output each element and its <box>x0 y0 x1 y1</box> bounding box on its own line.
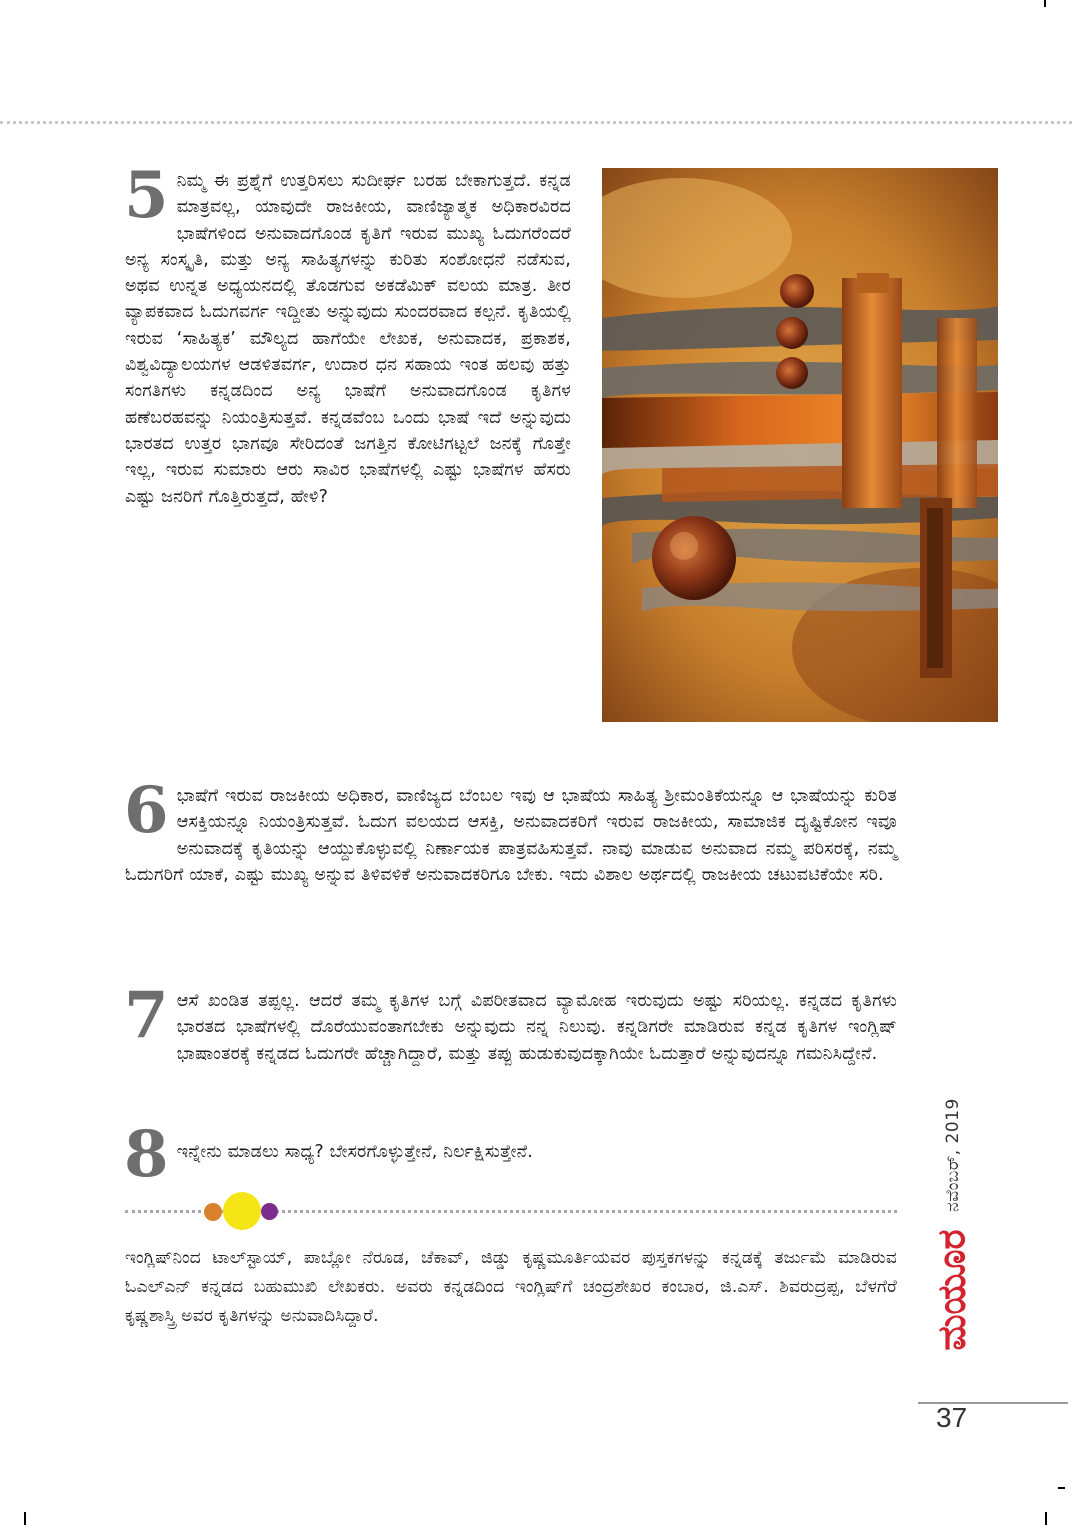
answer-8-number: 8 <box>124 1117 169 1192</box>
abstract-artwork-image <box>602 168 998 722</box>
answer-7 <box>124 978 897 1067</box>
author-bio: ಇಂಗ್ಲಿಷ್‌ನಿಂದ ಟಾಲ್‌ಸ್ಟಾಯ್, ಪಾಬ್ಲೋ ನೆರೂಡ, ಚೆಕಾವ್, ಜಿಡ್ಡು ಕೃಷ್ಣಮೂರ್ತಿಯವರ ಪುಸ್ತಕಗಳನ್ನು ಕನ್ನಡಕ್ಕೆ ತರ್ಜುಮೆ ಮಾಡಿರುವ ಓಎಲ್‌ಎನ್ ಕನ್ನಡದ ಬಹುಮುಖಿ ಲೇಖಕರು. ಅವರು ಕನ್ನಡದಿಂದ ಇಂಗ್ಲಿಷ್‌ಗೆ ಚಂದ್ರಶೇಖರ ಕಂಬಾರ, ಜಿ.ಎಸ್. ಶಿವರುದ್ರಪ್ಪ, ಬೆಳಗೆರೆ ಕೃಷ್ಣಶಾಸ್ತ್ರಿ ಅವರ ಕೃತಿಗಳನ್ನು ಅನುವಾದಿಸಿದ್ದಾರೆ. <box>125 1248 897 1326</box>
page-number: 37 <box>936 1402 968 1433</box>
answer-8-text: ಇನ್ನೇನು ಮಾಡಲು ಸಾಧ್ಯ? ಬೇಸರಗೊಳ್ಳುತ್ತೇನೆ, ನಿರ್ಲಕ್ಷಿಸುತ್ತೇನೆ. <box>176 1142 534 1162</box>
answer-5-number: 5 <box>124 158 169 233</box>
crop-mark <box>1058 1487 1065 1489</box>
answer-7-text: ಆಸೆ ಖಂಡಿತ ತಪ್ಪಲ್ಲ. ಆದರೆ ತಮ್ಮ ಕೃತಿಗಳ ಬಗ್ಗೆ ವಿಪರೀತವಾದ ವ್ಯಾಮೋಹ ಇರುವುದು ಅಷ್ಟು ಸರಿಯಲ್ಲ. ಕನ್ನಡದ ಕೃತಿಗಳು ಭಾರತದ ಭಾಷೆಗಳಲ್ಲಿ ದೊರೆಯುವಂತಾಗಬೇಕು ಅನ್ನುವುದು ನನ್ನ ನಿಲುವು. ಕನ್ನಡಿಗರೇ ಮಾಡಿರುವ ಕನ್ನಡ ಕೃತಿಗಳ ಇಂಗ್ಲಿಷ್ ಭಾಷಾಂತರಕ್ಕೆ ಕನ್ನಡದ ಓದುಗರೇ ಹೆಚ್ಚಾಗಿದ್ದಾರೆ, ಮತ್ತು ತಪ್ಪು ಹುಡುಕುವುದಕ್ಕಾಗಿಯೇ ಓದುತ್ತಾರೆ ಅನ್ನುವುದನ್ನೂ ಗಮನಿಸಿದ್ದೇನೆ. <box>176 991 897 1064</box>
top-dotted-divider <box>0 121 1072 124</box>
crop-mark <box>1045 1512 1047 1525</box>
answer-8 <box>124 1117 897 1192</box>
yellow-dot <box>223 1192 261 1230</box>
answer-6-number: 6 <box>124 773 169 848</box>
answer-7-number: 7 <box>124 978 169 1053</box>
answer-5-text: ನಿಮ್ಮ ಈ ಪ್ರಶ್ನೆಗೆ ಉತ್ತರಿಸಲು ಸುದೀರ್ಘ ಬರಹ ಬೇಕಾಗುತ್ತದೆ. ಕನ್ನಡ ಮಾತ್ರವಲ್ಲ, ಯಾವುದೇ ರಾಜಕೀಯ, ವಾಣಿಜ್ಯಾತ್ಮಕ ಅಧಿಕಾರವಿರದ ಭಾಷೆಗಳಿಂದ ಅನುವಾದಗೊಂಡ ಕೃತಿಗೆ ಇರುವ ಮುಖ್ಯ ಓದುಗರೆಂದರೆ ಅನ್ಯ ಸಂಸ್ಕೃತಿ, ಮತ್ತು ಅನ್ಯ ಸಾಹಿತ್ಯಗಳನ್ನು ಕುರಿತು ಸಂಶೋಧನೆ ನಡೆಸುವ, ಅಥವ ಉನ್ನತ ಅಧ್ಯಯನದಲ್ಲಿ ತೊಡಗುವ ಅಕಡೆಮಿಕ್ ವಲಯ ಮಾತ್ರ. ತೀರ ವ್ಯಾಪಕವಾದ ಓದುಗವರ್ಗ ಇದ್ದೀತು ಅನ್ನುವುದು ಸುಂದರವಾದ ಕಲ್ಪನೆ. ಕೃತಿಯಲ್ಲಿ ಇರುವ ‘ಸಾಹಿತ್ಯಕ’ ಮೌಲ್ಯದ ಹಾಗೆಯೇ ಲೇಖಕ, ಅನುವಾದಕ, ಪ್ರಕಾಶಕ, ವಿಶ್ವವಿದ್ಯಾಲಯಗಳ ಆಡಳಿತವರ್ಗ, ಉದಾರ ಧನ ಸಹಾಯ ಇಂತ ಹಲವು ಹತ್ತು ಸಂಗತಿಗಳು ಕನ್ನಡದಿಂದ ಅನ್ಯ ಭಾಷೆಗೆ ಅನುವಾದಗೊಂಡ ಕೃತಿಗಳ ಹಣೆಬರಹವನ್ನು ನಿಯಂತ್ರಿಸುತ್ತವೆ. ಕನ್ನಡವೆಂಬ ಒಂದು ಭಾಷೆ ಇದೆ ಅನ್ನುವುದು ಭಾರತದ ಉತ್ತರ ಭಾಗವೂ ಸೇರಿದಂತೆ ಜಗತ್ತಿನ ಕೋಟಿಗಟ್ಟಲೆ ಜನಕ್ಕೆ ಗೊತ್ತೇ ಇಲ್ಲ, ಇರುವ ಸುಮಾರು ಆರು ಸಾವಿರ ಭಾಷೆಗಳಲ್ಲಿ ಎಷ್ಟು ಭಾಷೆಗಳ ಹೆಸರು ಎಷ್ಟು ಜನರಿಗೆ ಗೊತ್ತಿರುತ್ತದೆ, ಹೇಳಿ? <box>125 171 571 507</box>
magazine-logo: ಮಯೂರ <box>929 1229 974 1351</box>
answer-6 <box>124 773 897 888</box>
answer-6-text: ಭಾಷೆಗೆ ಇರುವ ರಾಜಕೀಯ ಅಧಿಕಾರ, ವಾಣಿಜ್ಯದ ಬೆಂಬಲ ಇವು ಆ ಭಾಷೆಯ ಸಾಹಿತ್ಯ ಶ್ರೀಮಂತಿಕೆಯನ್ನೂ ಆ ಭಾಷೆಯನ್ನು ಕುರಿತ ಆಸಕ್ತಿಯನ್ನೂ ನಿಯಂತ್ರಿಸುತ್ತವೆ. ಓದುಗ ವಲಯದ ಆಸಕ್ತಿ, ಅನುವಾದಕರಿಗೆ ಇರುವ ರಾಜಕೀಯ, ಸಾಮಾಜಿಕ ದೃಷ್ಟಿಕೋನ ಇವೂ ಅನುವಾದಕ್ಕೆ ಕೃತಿಯನ್ನು ಆಯ್ದುಕೊಳ್ಳುವಲ್ಲಿ ನಿರ್ಣಾಯಕ ಪಾತ್ರವಹಿಸುತ್ತವೆ. ನಾವು ಮಾಡುವ ಅನುವಾದ ನಮ್ಮ ಪರಿಸರಕ್ಕೆ, ನಮ್ಮ ಓದುಗರಿಗೆ ಯಾಕೆ, ಎಷ್ಟು ಮುಖ್ಯ ಅನ್ನುವ ತಿಳಿವಳಿಕೆ ಅನುವಾದಕರಿಗೂ ಬೇಕು. ಇದು ವಿಶಾಲ ಅರ್ಥದಲ್ಲಿ ರಾಜಕೀಯ ಚಟುವಟಿಕೆಯೇ ಸರಿ. <box>125 786 897 885</box>
issue-date: ನವೆಂಬರ್, 2019 <box>943 1098 963 1212</box>
purple-dot <box>261 1203 278 1220</box>
orange-dot <box>204 1203 222 1221</box>
crop-mark <box>24 1512 26 1525</box>
answer-5 <box>124 158 571 510</box>
crop-mark <box>1044 0 1046 7</box>
